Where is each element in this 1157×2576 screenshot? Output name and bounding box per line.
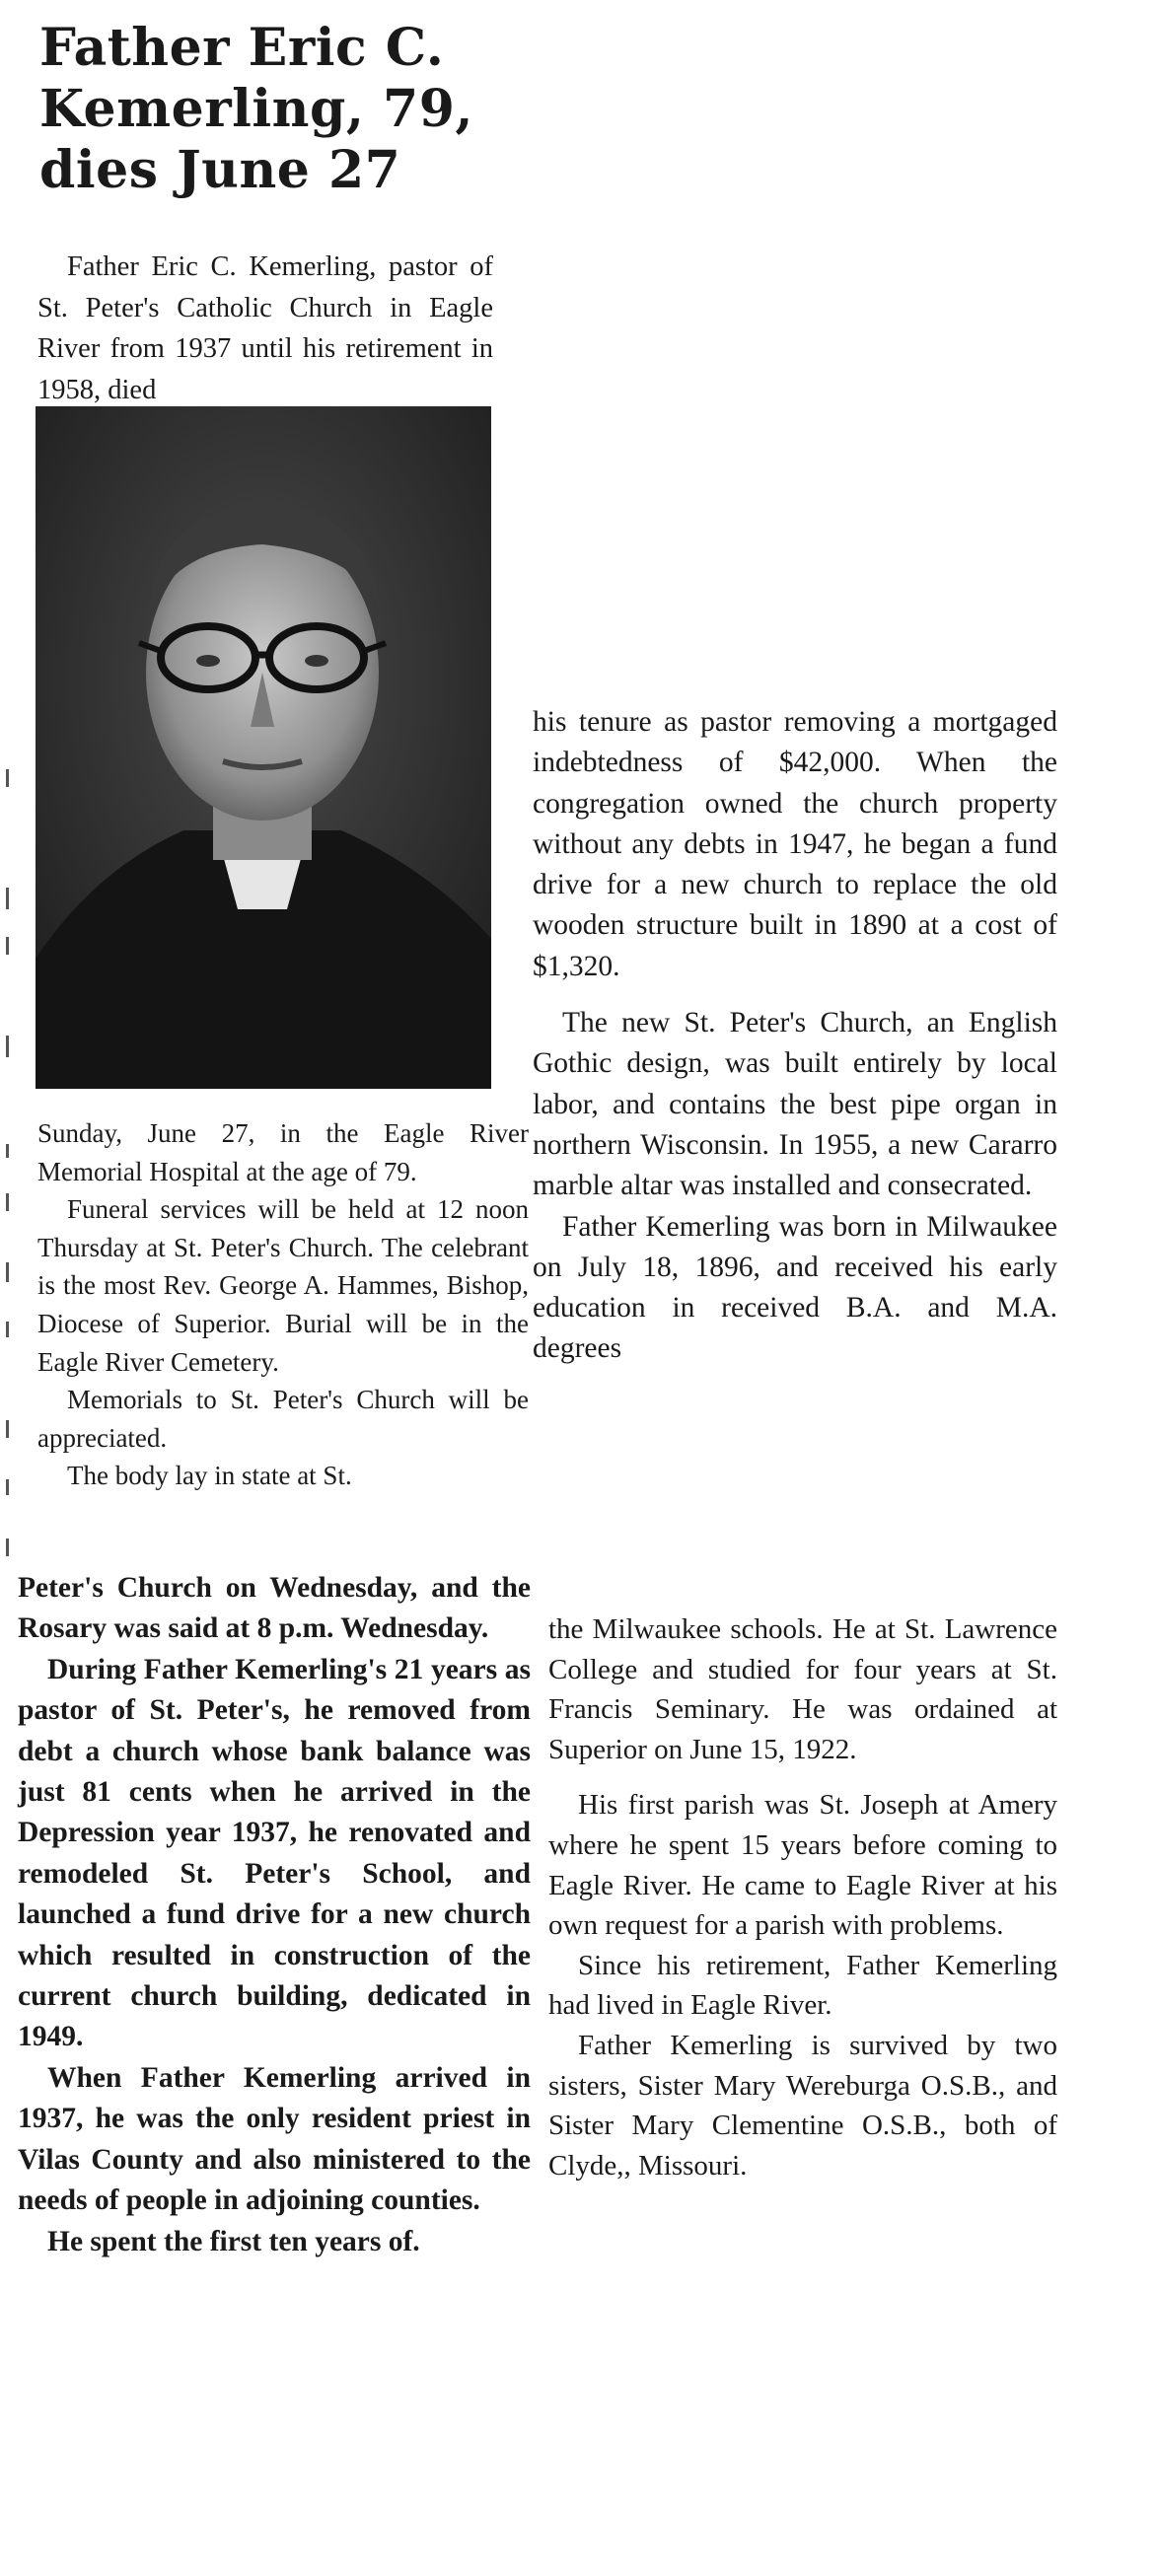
right-paragraph-1: his tenure as pastor removing a mortgaged indebtedness of $42,000. When the congregation owned the church property without any debts in 1947, he began a fund drive for a new church to replace the old wooden structure built in 1890 at a cost of $1,320. [533, 706, 1057, 982]
small-paragraph-1: Sunday, June 27, in the Eagle River Memorial Hospital at the age of 79. [37, 1118, 529, 1186]
left-paragraph-4: He spent the first ten years of. [47, 2225, 420, 2257]
headline-line-1: Father Eric C. [39, 18, 445, 78]
portrait-illustration [36, 406, 491, 1089]
scan-mark [6, 1144, 9, 1158]
right-column-bottom [548, 1610, 1057, 2185]
headline-line-3: dies June 27 [39, 140, 401, 200]
headline-line-2: Kemerling, 79, [39, 79, 473, 139]
scan-mark [6, 937, 9, 955]
margin-scan-marks [4, 769, 18, 1598]
right-paragraph-6: Since his retirement, Father Kemerling had lived in Eagle River. [548, 1949, 1057, 2022]
small-paragraph-4: The body lay in state at St. [67, 1461, 352, 1491]
scan-mark [6, 1322, 9, 1337]
small-column [37, 1114, 529, 1495]
left-paragraph-2: During Father Kemerling's 21 years as pastor of St. Peter's, he removed from debt a church whose bank balance was just 81 cents when he arrived in the Depression year 1937, he renovated and remodeled St. Peter's School, and launched a fund drive for a new church which resulted in construction of the current church building, dedicated in 1949. [18, 1653, 531, 2053]
left-column [18, 1568, 531, 2262]
small-paragraph-3: Memorials to St. Peter's Church will be appreciated. [37, 1385, 529, 1453]
scan-mark [6, 1538, 9, 1556]
scan-mark [6, 1479, 9, 1495]
right-paragraph-5: His first parish was St. Joseph at Amery where he spent 15 years before coming to Eagle River. He came to Eagle River at his own request for a parish with problems. [548, 1789, 1057, 1942]
scan-mark [6, 888, 9, 909]
right-paragraph-3: Father Kemerling was born in Milwaukee on July 18, 1896, and received his early education in received B.A. and M.A. degrees [533, 1210, 1057, 1365]
scan-mark [6, 1262, 9, 1282]
right-paragraph-4: the Milwaukee schools. He at St. Lawrence College and studied for four years at St. Francis Seminary. He was ordained at Superior on June 15, 1922. [548, 1613, 1057, 1765]
scan-mark [6, 1193, 9, 1211]
lede-column [37, 247, 493, 410]
right-paragraph-2: The new St. Peter's Church, an English Gothic design, was built entirely by local labor, and contains the best pipe organ in northern Wisconsin. In 1955, a new Cararro marble altar was installed and consecrated. [533, 1007, 1057, 1202]
scan-mark [6, 769, 9, 787]
small-paragraph-2: Funeral services will be held at 12 noon Thursday at St. Peter's Church. The celebrant is the most Rev. George A. Hammes, Bishop, Diocese of Superior. Burial will be in the Eagle River Cemetery. [37, 1194, 529, 1377]
scan-mark [6, 1036, 9, 1057]
scan-mark [6, 1420, 9, 1438]
portrait-photo [36, 406, 491, 1089]
lede-paragraph: Father Eric C. Kemerling, pastor of St. Peter's Catholic Church in Eagle River from 1937 until his retirement in 1958, died [37, 251, 493, 405]
left-paragraph-1: Peter's Church on Wednesday, and the Rosary was said at 8 p.m. Wednesday. [18, 1572, 531, 1645]
right-column-top [533, 702, 1057, 1370]
left-paragraph-3: When Father Kemerling arrived in 1937, he was the only resident priest in Vilas County and also ministered to the needs of people in adjoining counties. [18, 2061, 531, 2217]
right-paragraph-7: Father Kemerling is survived by two sisters, Sister Mary Wereburga O.S.B., and Sister Mary Clementine O.S.B., both of Clyde,, Missouri. [548, 2029, 1057, 2182]
headline [39, 18, 552, 201]
